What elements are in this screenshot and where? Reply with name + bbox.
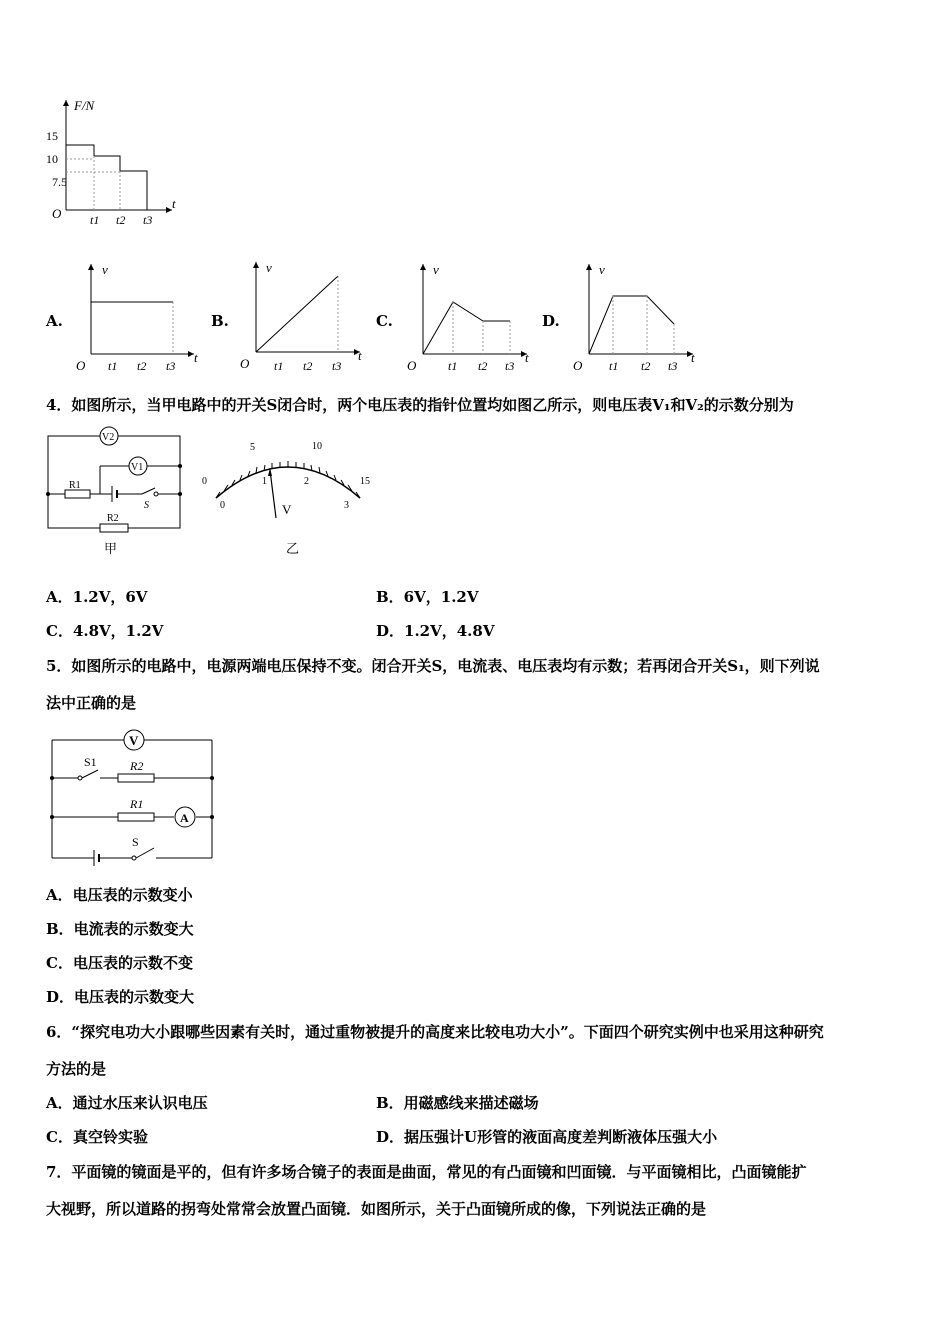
x-tick: t2 bbox=[303, 359, 313, 373]
r2-label: R2 bbox=[130, 759, 144, 773]
x-axis-label: t bbox=[691, 350, 695, 365]
meter-unit: V bbox=[282, 502, 292, 517]
outer-scale: 5 bbox=[250, 442, 255, 453]
x-tick: t2 bbox=[478, 359, 488, 373]
x-tick: t3 bbox=[332, 359, 342, 373]
outer-scale: 15 bbox=[360, 476, 370, 487]
y-axis-label: F/N bbox=[74, 98, 95, 113]
option-letter-b: B. bbox=[211, 312, 229, 330]
v2-label: V2 bbox=[102, 432, 115, 443]
q4-option-c[interactable]: C．4.8V，1.2V bbox=[46, 622, 164, 640]
r2-label: R2 bbox=[107, 513, 119, 524]
force-time-graph bbox=[44, 92, 184, 232]
q5-stem-line1: 5．如图所示的电路中，电源两端电压保持不变。闭合开关S，电流表、电压表均有示数；若再闭合开关S₁，则下列说 bbox=[46, 657, 820, 675]
q5-option-c[interactable]: C．电压表的示数不变 bbox=[46, 954, 193, 972]
x-tick: t2 bbox=[641, 359, 651, 373]
q4-option-a[interactable]: A．1.2V，6V bbox=[46, 588, 148, 606]
ammeter-label: A bbox=[180, 811, 189, 825]
q5-stem-line2: 法中正确的是 bbox=[46, 694, 137, 712]
caption-jia: 甲 bbox=[104, 542, 118, 557]
voltmeter-label: V bbox=[129, 733, 139, 748]
origin-label: O bbox=[52, 206, 62, 221]
x-axis-label: t bbox=[172, 196, 176, 211]
x-tick: t3 bbox=[668, 359, 678, 373]
q4-option-b[interactable]: B．6V，1.2V bbox=[376, 588, 479, 606]
q6-option-a[interactable]: A．通过水压来认识电压 bbox=[46, 1094, 208, 1112]
vt-graph-d bbox=[569, 258, 709, 378]
q5-option-d[interactable]: D．电压表的示数变大 bbox=[46, 988, 195, 1006]
origin-label: O bbox=[407, 358, 417, 373]
x-axis-label: t bbox=[525, 350, 529, 365]
vt-graph-a bbox=[70, 258, 210, 378]
q6-option-d[interactable]: D．据压强计U形管的液面高度差判断液体压强大小 bbox=[376, 1128, 718, 1146]
q7-stem-line2: 大视野，所以道路的拐弯处常常会放置凸面镜．如图所示，关于凸面镜所成的像，下列说法正确的是 bbox=[46, 1200, 707, 1218]
x-tick: t1 bbox=[90, 213, 100, 227]
x-tick: t1 bbox=[274, 359, 284, 373]
x-axis-label: t bbox=[194, 350, 198, 365]
x-tick: t1 bbox=[448, 359, 458, 373]
x-tick: t3 bbox=[143, 213, 153, 227]
caption-yi: 乙 bbox=[286, 542, 300, 557]
origin-label: O bbox=[240, 356, 250, 371]
q7-stem-line1: 7．平面镜的镜面是平的，但有许多场合镜子的表面是曲面，常见的有凸面镜和凹面镜．与平面镜相比，凸面镜能扩 bbox=[46, 1163, 807, 1181]
meter-needle bbox=[270, 470, 276, 518]
outer-scale: 10 bbox=[312, 441, 322, 452]
switch-s1-label: S1 bbox=[84, 755, 97, 769]
q6-stem-line1: 6．“探究电功大小跟哪些因素有关时，通过重物被提升的高度来比较电功大小”。下面四个研究实例中也采用这种研究 bbox=[46, 1023, 824, 1041]
option-letter-d: D. bbox=[542, 312, 560, 330]
switch-s-label: S bbox=[144, 500, 149, 511]
x-tick: t3 bbox=[166, 359, 176, 373]
r1-label: R1 bbox=[69, 480, 81, 491]
inner-scale: 3 bbox=[344, 500, 349, 511]
origin-label: O bbox=[76, 358, 86, 373]
vt-graph-b bbox=[236, 256, 376, 378]
inner-scale: 1 bbox=[262, 476, 267, 487]
q5-option-a[interactable]: A．电压表的示数变小 bbox=[46, 886, 193, 904]
q5-option-b[interactable]: B．电流表的示数变大 bbox=[46, 920, 194, 938]
option-letter-a: A. bbox=[46, 312, 63, 330]
q5-circuit bbox=[44, 726, 224, 866]
y-axis-label: v bbox=[102, 262, 108, 277]
inner-scale: 2 bbox=[304, 476, 309, 487]
x-tick: t1 bbox=[108, 359, 118, 373]
q6-option-c[interactable]: C．真空铃实验 bbox=[46, 1128, 148, 1146]
origin-label: O bbox=[573, 358, 583, 373]
y-axis-label: v bbox=[599, 262, 605, 277]
y-tick: 7.5 bbox=[52, 175, 67, 189]
inner-scale: 0 bbox=[220, 500, 225, 511]
x-tick: t1 bbox=[609, 359, 619, 373]
outer-scale: 0 bbox=[202, 476, 207, 487]
r1-label: R1 bbox=[130, 797, 144, 811]
x-tick: t2 bbox=[137, 359, 147, 373]
x-axis-label: t bbox=[358, 348, 362, 363]
force-steps bbox=[66, 145, 147, 210]
x-tick: t2 bbox=[116, 213, 126, 227]
x-tick: t3 bbox=[505, 359, 515, 373]
q4-circuit-jia bbox=[40, 424, 190, 540]
q4-voltmeter-yi bbox=[198, 436, 378, 528]
y-tick: 15 bbox=[46, 129, 58, 143]
y-axis-label: v bbox=[433, 262, 439, 277]
v1-label: V1 bbox=[131, 462, 144, 473]
q6-option-b[interactable]: B．用磁感线来描述磁场 bbox=[376, 1094, 539, 1112]
switch-s-label: S bbox=[132, 835, 139, 849]
option-letter-c: C. bbox=[376, 312, 393, 330]
vt-graph-c bbox=[403, 258, 543, 378]
y-axis-label: v bbox=[266, 260, 272, 275]
q4-stem: 4．如图所示，当甲电路中的开关S闭合时，两个电压表的指针位置均如图乙所示，则电压表V₁和V₂的示数分别为 bbox=[46, 396, 794, 414]
q6-stem-line2: 方法的是 bbox=[46, 1060, 107, 1078]
y-tick: 10 bbox=[46, 152, 58, 166]
q4-option-d[interactable]: D．1.2V，4.8V bbox=[376, 622, 495, 640]
